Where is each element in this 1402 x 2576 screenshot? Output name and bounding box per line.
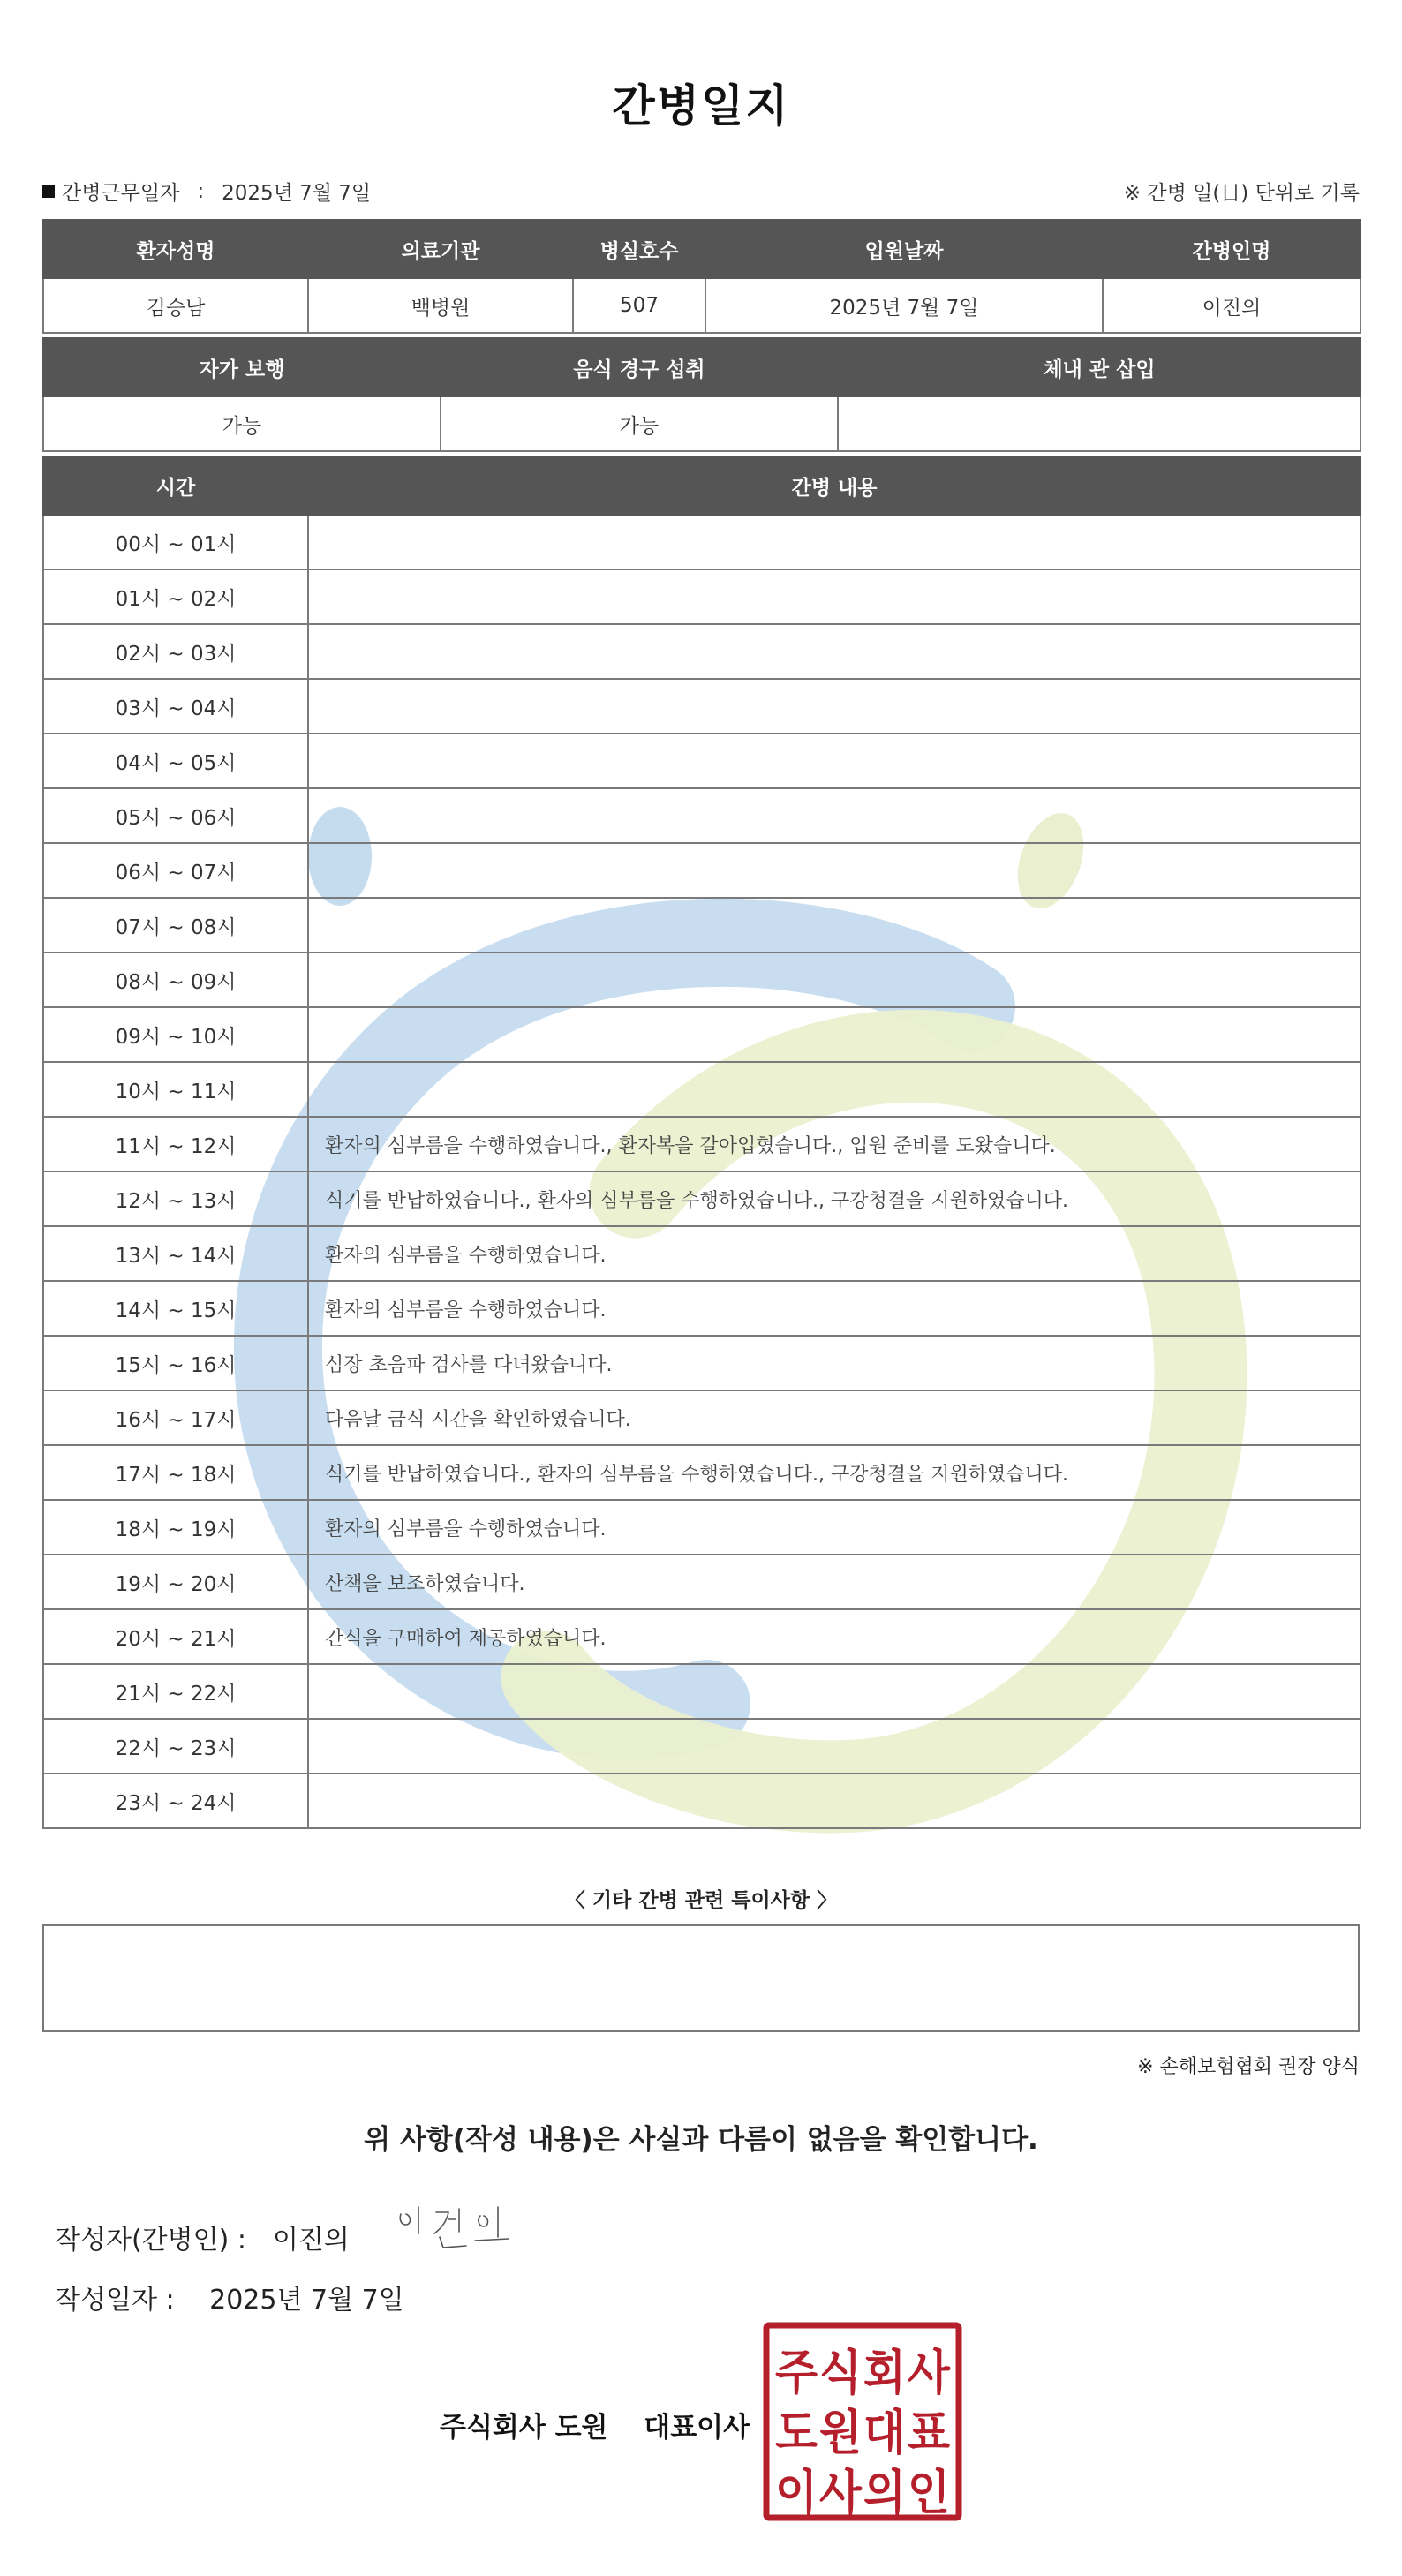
- time-slot: 06시 ~ 07시: [43, 843, 308, 898]
- care-content: 다음날 금식 시간을 확인하였습니다.: [308, 1390, 1361, 1445]
- document-title: 간병일지: [612, 80, 790, 132]
- care-content: [308, 788, 1361, 843]
- room-number: 507: [573, 278, 705, 333]
- company-line: [440, 2405, 750, 2444]
- schedule-row: [43, 1445, 1361, 1500]
- seal-character: 원: [819, 2405, 862, 2460]
- schedule-row: [43, 1062, 1361, 1117]
- schedule-row: [43, 1171, 1361, 1226]
- patient-name: 김승남: [43, 278, 308, 333]
- time-slot: 07시 ~ 08시: [43, 898, 308, 953]
- care-content: 식기를 반납하였습니다., 환자의 심부름을 수행하였습니다., 구강청결을 지원하였습니다.: [308, 1171, 1361, 1226]
- oral-intake-value: 가능: [441, 396, 838, 451]
- care-content: [308, 679, 1361, 734]
- care-content: [308, 843, 1361, 898]
- header-self-walking: 자가 보행: [43, 338, 441, 396]
- schedule-row: [43, 1226, 1361, 1281]
- writer-name: 이진의: [272, 2225, 350, 2256]
- schedule-row: [43, 679, 1361, 734]
- time-slot: 13시 ~ 14시: [43, 1226, 308, 1281]
- representative-title: 대표이사: [644, 2412, 750, 2444]
- time-slot: 01시 ~ 02시: [43, 569, 308, 624]
- seal-character: 표: [908, 2405, 950, 2460]
- association-note: ※ 손해보험협회 권장 양식: [1137, 2056, 1360, 2078]
- handwritten-signature: [394, 2202, 526, 2255]
- company-name: 주식회사 도원: [440, 2412, 608, 2444]
- work-date-separator: :: [197, 179, 205, 203]
- time-slot: 19시 ~ 20시: [43, 1555, 308, 1609]
- time-slot: 15시 ~ 16시: [43, 1336, 308, 1390]
- care-content: 산책을 보조하였습니다.: [308, 1555, 1361, 1609]
- header-tube-insertion: 체내 관 삽입: [838, 338, 1361, 396]
- care-content: [308, 953, 1361, 1007]
- time-slot: 02시 ~ 03시: [43, 624, 308, 679]
- write-date-value: 2025년 7월 7일: [209, 2285, 404, 2316]
- schedule-row: [43, 1117, 1361, 1171]
- time-slot: 21시 ~ 22시: [43, 1664, 308, 1719]
- care-content: 환자의 심부름을 수행하였습니다., 환자복을 갈아입혔습니다., 입원 준비를 도왔습니다.: [308, 1117, 1361, 1171]
- schedule-row: [43, 1007, 1361, 1062]
- seal-character: 사: [819, 2465, 863, 2520]
- hospital-name: 백병원: [308, 278, 573, 333]
- care-content: [308, 734, 1361, 788]
- care-content: [308, 1062, 1361, 1117]
- schedule-row: [43, 788, 1361, 843]
- confirmation-statement: 위 사항(작성 내용)은 사실과 다름이 없음을 확인합니다.: [364, 2124, 1038, 2156]
- schedule-row: [43, 1555, 1361, 1609]
- care-content: [308, 1719, 1361, 1774]
- care-content: [308, 624, 1361, 679]
- schedule-row: [43, 734, 1361, 788]
- square-bullet-icon: [42, 185, 55, 198]
- header-caregiver-name: 간병인명: [1103, 220, 1361, 278]
- schedule-row: [43, 1390, 1361, 1445]
- care-content: 심장 초음파 검사를 다녀왔습니다.: [308, 1336, 1361, 1390]
- schedule-row: [43, 624, 1361, 679]
- schedule-row: [43, 1664, 1361, 1719]
- time-slot: 22시 ~ 23시: [43, 1719, 308, 1774]
- schedule-row: [43, 1281, 1361, 1336]
- schedule-row: [43, 1719, 1361, 1774]
- time-slot: 08시 ~ 09시: [43, 953, 308, 1007]
- schedule-row: [43, 898, 1361, 953]
- time-slot: 09시 ~ 10시: [43, 1007, 308, 1062]
- time-slot: 00시 ~ 01시: [43, 515, 308, 569]
- time-slot: 20시 ~ 21시: [43, 1609, 308, 1664]
- unit-note: ※ 간병 일(日) 단위로 기록: [1123, 182, 1360, 205]
- admission-date: 2025년 7월 7일: [705, 278, 1103, 333]
- self-walking-value: 가능: [43, 396, 441, 451]
- schedule-row: [43, 843, 1361, 898]
- care-schedule-table: [42, 456, 1361, 1829]
- seal-character: 식: [819, 2345, 862, 2400]
- tube-insertion-value: [838, 396, 1361, 451]
- writer-label: 작성자(간병인) :: [55, 2225, 246, 2256]
- header-admission-date: 입원날짜: [705, 220, 1103, 278]
- care-content: [308, 1007, 1361, 1062]
- seal-character: 대: [863, 2405, 906, 2460]
- care-content: 환자의 심부름을 수행하였습니다.: [308, 1281, 1361, 1336]
- schedule-header-row: [43, 456, 1361, 515]
- schedule-row: [43, 1609, 1361, 1664]
- write-date-line: [55, 2278, 404, 2316]
- writer-line: [55, 2211, 526, 2263]
- patient-info-table: [42, 219, 1361, 334]
- work-date-value: 2025년 7월 7일: [222, 182, 372, 205]
- seal-character: 인: [908, 2465, 950, 2520]
- care-content: [308, 1774, 1361, 1828]
- care-content: [308, 569, 1361, 624]
- schedule-row: [43, 1774, 1361, 1828]
- care-content: 환자의 심부름을 수행하였습니다.: [308, 1226, 1361, 1281]
- time-slot: 18시 ~ 19시: [43, 1500, 308, 1555]
- schedule-row: [43, 515, 1361, 569]
- company-seal: [763, 2322, 962, 2521]
- header-time: 시간: [43, 456, 308, 515]
- patient-status-table: [42, 337, 1361, 452]
- seal-character: 회: [863, 2345, 906, 2400]
- time-slot: 23시 ~ 24시: [43, 1774, 308, 1828]
- care-content: 간식을 구매하여 제공하였습니다.: [308, 1609, 1361, 1664]
- time-slot: 12시 ~ 13시: [43, 1171, 308, 1226]
- care-content: [308, 515, 1361, 569]
- schedule-row: [43, 569, 1361, 624]
- time-slot: 04시 ~ 05시: [43, 734, 308, 788]
- time-slot: 14시 ~ 15시: [43, 1281, 308, 1336]
- time-slot: 16시 ~ 17시: [43, 1390, 308, 1445]
- header-hospital: 의료기관: [308, 220, 573, 278]
- care-content: [308, 898, 1361, 953]
- header-oral-intake: 음식 경구 섭취: [441, 338, 838, 396]
- header-patient-name: 환자성명: [43, 220, 308, 278]
- time-slot: 05시 ~ 06시: [43, 788, 308, 843]
- remarks-title: 〈 기타 간병 관련 특이사항 〉: [564, 1889, 838, 1912]
- time-slot: 17시 ~ 18시: [43, 1445, 308, 1500]
- header-room-number: 병실호수: [573, 220, 705, 278]
- time-slot: 03시 ~ 04시: [43, 679, 308, 734]
- patient-value-row: [43, 278, 1361, 333]
- seal-character: 도: [775, 2405, 818, 2460]
- care-content: [308, 1664, 1361, 1719]
- patient-header-row: [43, 220, 1361, 278]
- status-header-row: [43, 338, 1361, 396]
- care-content: 식기를 반납하였습니다., 환자의 심부름을 수행하였습니다., 구강청결을 지원하였습니다.: [308, 1445, 1361, 1500]
- seal-character: 의: [863, 2465, 906, 2520]
- schedule-row: [43, 953, 1361, 1007]
- seal-character: 사: [908, 2345, 951, 2400]
- status-value-row: [43, 396, 1361, 451]
- time-slot: 10시 ~ 11시: [43, 1062, 308, 1117]
- care-content: 환자의 심부름을 수행하였습니다.: [308, 1500, 1361, 1555]
- work-date-label: 간병근무일자: [62, 182, 180, 205]
- work-date-line: [42, 177, 371, 206]
- caregiver-name: 이진의: [1103, 278, 1361, 333]
- write-date-label: 작성일자 :: [55, 2285, 175, 2316]
- seal-character: 이: [775, 2465, 818, 2520]
- seal-character: 주: [775, 2345, 818, 2400]
- time-slot: 11시 ~ 12시: [43, 1117, 308, 1171]
- remarks-box: [42, 1924, 1360, 2032]
- header-care-content: 간병 내용: [308, 456, 1361, 515]
- schedule-row: [43, 1500, 1361, 1555]
- schedule-row: [43, 1336, 1361, 1390]
